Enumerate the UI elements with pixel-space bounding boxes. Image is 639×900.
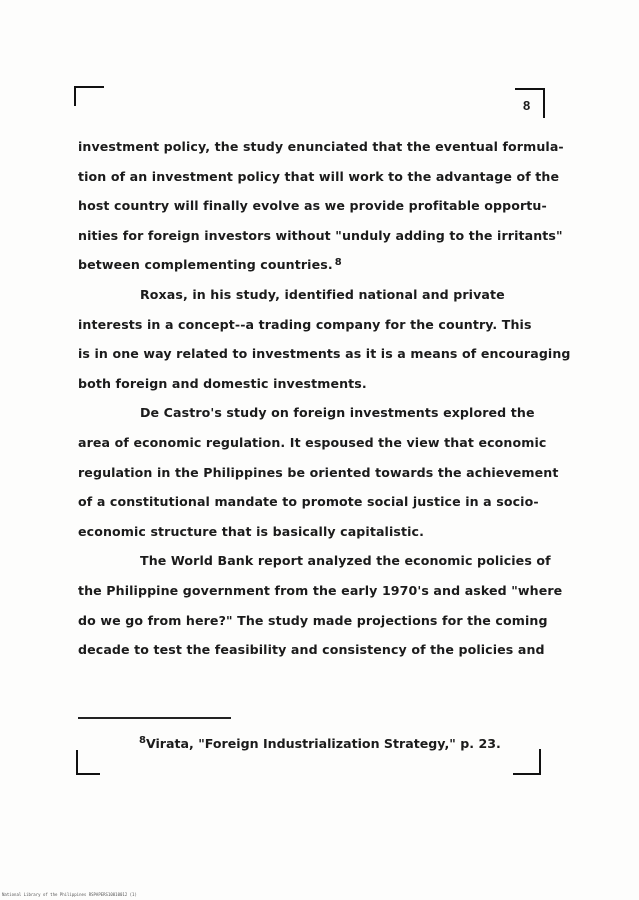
text-line-content: between complementing countries. [78,257,333,273]
text-line: both foreign and domestic investments. [78,375,367,391]
text-line: The World Bank report analyzed the economic policies of [140,553,551,569]
text-line: decade to test the feasibility and consistency of the policies and [78,642,545,658]
text-line: of a constitutional mandate to promote social justice in a socio- [78,494,539,510]
text-line: De Castro's study on foreign investments explored the [140,405,535,421]
crop-mark-top-right-h [515,88,545,90]
crop-mark-top-left-v [74,86,76,106]
text-line: tion of an investment policy that will work to the advantage of the [78,168,560,184]
microfilm-label: National Library of the Philippines RSPAPERS10010012 (1) [2,892,137,897]
text-line: nities for foreign investors without "unduly adding to the irritants" [78,227,563,243]
text-line: Roxas, in his study, identified national and private [140,286,505,302]
crop-mark-bottom-right-v [539,749,541,775]
footnote-number: 8 [139,735,146,746]
page-number: 8 [523,98,531,113]
crop-mark-bottom-right-h [513,773,541,775]
text-line: regulation in the Philippines be oriented towards the achievement [78,464,559,480]
footnote-reference: 8 [334,257,342,269]
footnote-divider [78,717,231,719]
text-line: area of economic regulation. It espoused the view that economic [78,434,547,450]
text-line [78,250,548,280]
text-line: interests in a concept--a trading company for the country. This [78,316,532,332]
crop-mark-bottom-left-v [76,750,78,775]
text-line: the Philippine government from the early 1970's and asked "where [78,582,563,598]
footnote [139,736,501,751]
text-line: host country will finally evolve as we provide profitable opportu- [78,198,547,214]
text-line: is in one way related to investments as it is a means of encouraging [78,346,571,362]
footnote-text: Virata, "Foreign Industrialization Strategy," p. 23. [145,736,501,751]
text-line: investment policy, the study enunciated that the eventual formula- [78,139,564,154]
text-line: economic structure that is basically capitalistic. [78,523,424,539]
crop-mark-top-right-v [543,88,545,118]
body-text [78,132,571,665]
crop-mark-top-left-h [74,86,104,88]
crop-mark-bottom-left-h [76,773,100,775]
text-line: do we go from here?" The study made projections for the coming [78,612,548,628]
